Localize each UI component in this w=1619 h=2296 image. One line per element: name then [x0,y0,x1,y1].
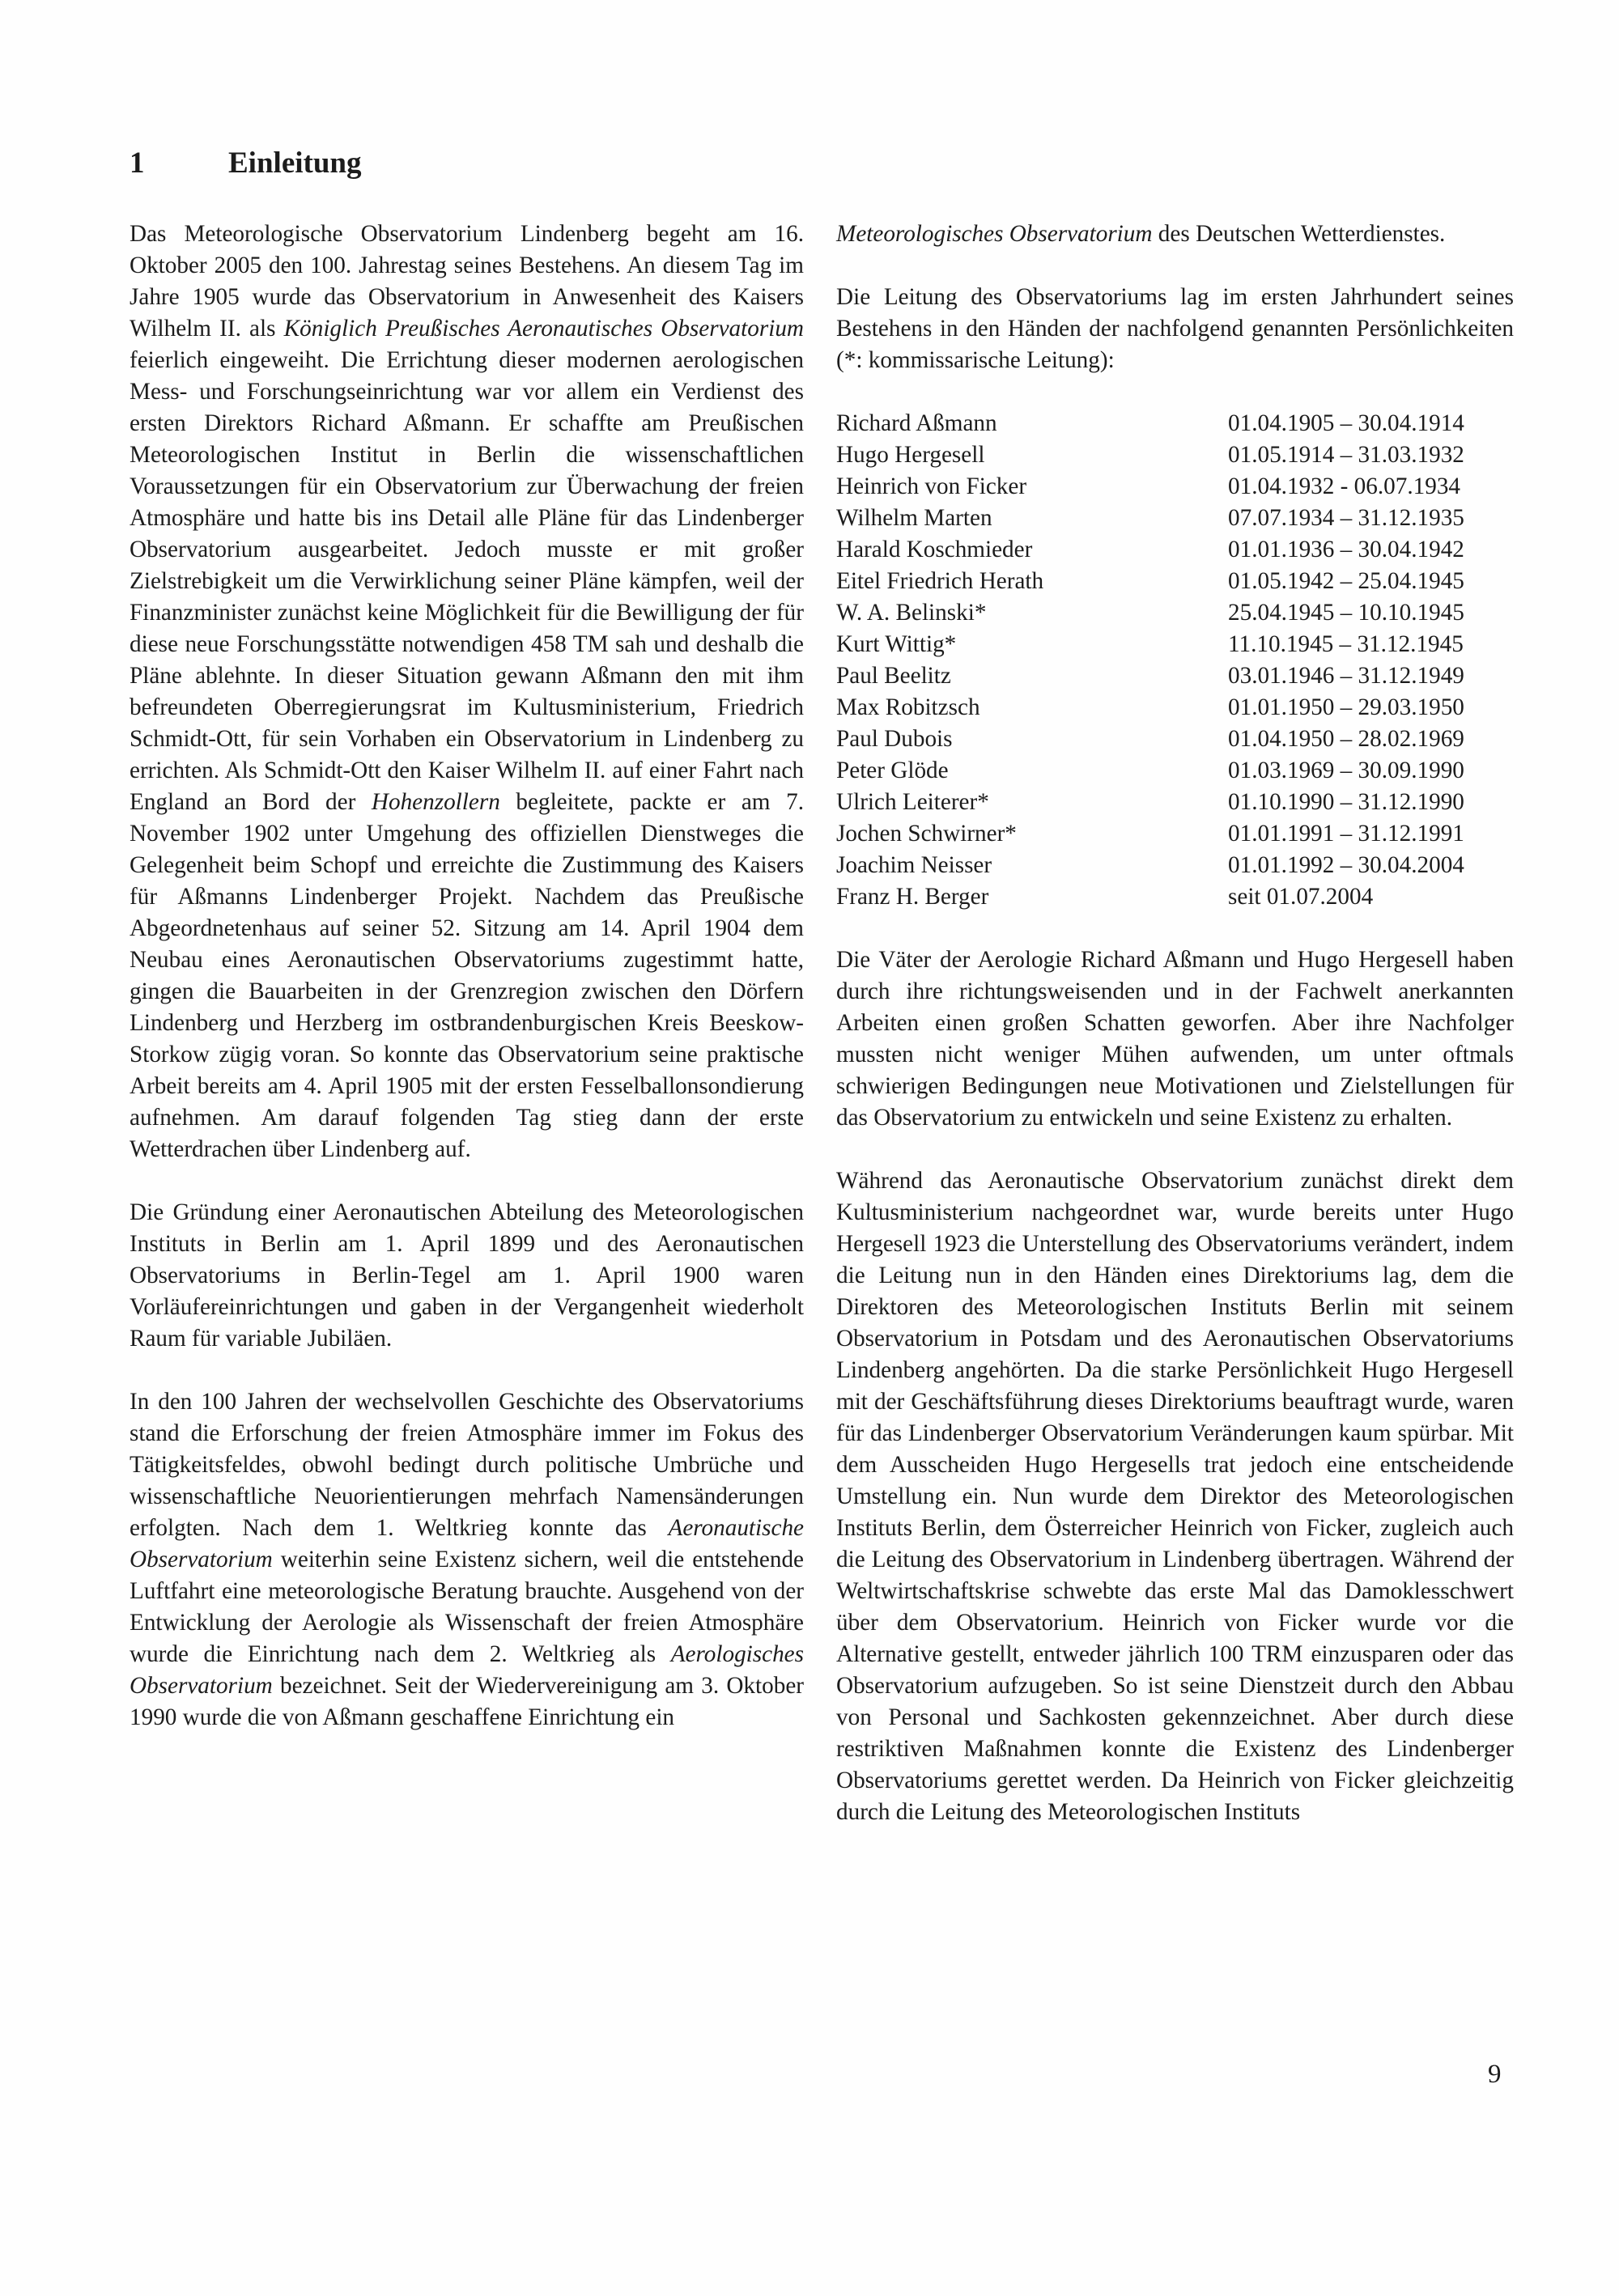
text-run: feierlich eingeweiht. Die Errichtung dieser modernen aerologischen Mess- und Forschungseinrichtung war vor allem ein Verdienst des ersten Direktors Richard Aßmann. Er schaffte am Preußischen Meteorologischen Institut in Berlin die wissenschaftlichen Voraussetzungen für ein Observatorium zur Überwachung der freien Atmosphäre und hatte bis ins Detail alle Pläne für das Lindenberger Observatorium ausgearbeitet. Jedoch musste er mit großer Zielstrebigkeit um die Verwirklichung seiner Pläne kämpfen, weil der Finanzminister zunächst keine Möglichkeit für die Bewilligung der für diese neue Forschungsstätte notwendigen 458 TM sah und deshalb die Pläne ablehnte. In dieser Situation gewann Aßmann den mit ihm befreundeten Oberregierungsrat im Kultusministerium, Friedrich Schmidt-Ott, für sein Vorhaben ein Observatorium in Lindenberg zu errichten. Als Schmidt-Ott den Kaiser Wilhelm II. auf einer Fahrt nach England an Bord der [130,347,804,815]
director-period: 01.05.1942 – 25.04.1945 [1228,568,1464,594]
director-period: 01.04.1932 - 06.07.1934 [1228,473,1461,499]
text-run: des Deutschen Wetterdienstes. [1152,221,1446,247]
left-column [130,219,804,1734]
italic-text: Königlich Preußisches Aeronautisches Observatorium [283,316,804,342]
text-run: Während das Aeronautische Observatorium zunächst direkt dem Kultusministerium nachgeordnet war, wurde bereits unter Hugo Hergesell 1923 die Unterstellung des Observatoriums verändert, indem die Leitung nun in den Händen eines Direktoriums lag, dem die Direktoren des Meteorologischen Instituts Berlin mit seinem Observatorium in Potsdam und des Aeronautischen Observatoriums Lindenberg angehörten. Da die starke Persönlichkeit Hugo Hergesell mit der Geschäftsführung dieses Direktoriums beauftragt wurde, waren für das Lindenberger Observatorium Veränderungen kaum spürbar. Mit dem Ausscheiden Hugo Hergesells trat jedoch eine entscheidende Umstellung ein. Nun wurde dem Direktor des Meteorologischen Instituts Berlin, dem Österreicher Heinrich von Ficker, zugleich auch die Leitung des Observatorium in Lindenberg übertragen. Während der Weltwirtschaftskrise schwebte das erste Mal das Damoklesschwert über dem Observatorium. Heinrich von Ficker wurde vor die Alternative gestellt, entweder jährlich 100 TRM einzusparen oder das Observatorium aufzugeben. So ist seine Dienstzeit durch den Abbau von Personal und Sachkosten gekennzeichnet. Aber durch diese restriktiven Maßnahmen konnte die Existenz des Lindenberger Observatoriums gerettet werden. Da Heinrich von Ficker gleichzeitig durch die Leitung des Meteorologischen Instituts [836,1168,1514,1825]
director-period: 07.07.1934 – 31.12.1935 [1228,505,1464,531]
text-run: Die Leitung des Observatoriums lag im ersten Jahrhundert seines Bestehens in den Händen der nachfolgend genannten Persönlichkeiten (*: kommissarische Leitung): [836,284,1514,373]
director-row [836,566,1514,597]
director-name: Franz H. Berger [836,884,989,910]
director-name: Ulrich Leiterer* [836,789,989,815]
director-name: Peter Glöde [836,758,949,783]
director-period: 01.01.1936 – 30.04.1942 [1228,537,1464,562]
director-name: Kurt Wittig* [836,631,957,657]
italic-text: Hohenzollern [371,789,500,815]
director-row [836,503,1514,534]
director-row [836,850,1514,881]
italic-text: Aerologisches Observatorium [130,1641,804,1699]
director-period: 01.01.1950 – 29.03.1950 [1228,694,1464,720]
director-row [836,692,1514,724]
director-name: Max Robitzsch [836,694,980,720]
director-period: 03.01.1946 – 31.12.1949 [1228,663,1464,689]
director-row [836,881,1514,913]
director-row [836,787,1514,818]
paragraph [836,1165,1514,1828]
text-run: Die Gründung einer Aeronautischen Abteilung des Meteorologischen Instituts in Berlin am 1. April 1899 und des Aeronautischen Observatoriums in Berlin-Tegel am 1. April 1900 waren Vorläufereinrichtungen und gaben in der Vergangenheit wiederholt Raum für variable Jubiläen. [130,1199,804,1352]
director-name: Paul Dubois [836,726,953,752]
italic-text: Meteorologisches Observatorium [836,221,1153,247]
text-run: In den 100 Jahren der wechselvollen Geschichte des Observatoriums stand die Erforschung der freien Atmosphäre immer im Fokus des Tätigkeitsfeldes, obwohl bedingt durch politische Umbrüche und wissenschaftliche Neuorientierungen mehrfach Namensänderungen erfolgten. Nach dem 1. Weltkrieg konnte das [130,1389,804,1541]
paragraph [130,1197,804,1355]
director-row [836,660,1514,692]
paragraph [130,219,804,1165]
section-title: Einleitung [228,146,362,180]
paragraph [836,219,1514,250]
director-name: Richard Aßmann [836,410,997,436]
director-period: 25.04.1945 – 10.10.1945 [1228,600,1464,626]
director-period: 01.01.1991 – 31.12.1991 [1228,821,1464,847]
director-name: Paul Beelitz [836,663,951,689]
page-number: 9 [1488,2060,1502,2089]
director-row [836,629,1514,660]
director-row [836,439,1514,471]
director-period: 01.04.1950 – 28.02.1969 [1228,726,1464,752]
director-row [836,818,1514,850]
director-period: 01.01.1992 – 30.04.2004 [1228,852,1464,878]
director-period: 11.10.1945 – 31.12.1945 [1228,631,1464,657]
director-name: Harald Koschmieder [836,537,1033,562]
director-row [836,724,1514,755]
director-period: 01.10.1990 – 31.12.1990 [1228,789,1464,815]
director-period: 01.04.1905 – 30.04.1914 [1228,410,1464,436]
director-row [836,597,1514,629]
text-run: bezeichnet. Seit der Wiedervereinigung am 3. Oktober 1990 wurde die von Aßmann geschaffene Einrichtung ein [130,1673,804,1730]
directors-table [836,408,1514,913]
director-row [836,408,1514,439]
directors-table-body [836,408,1514,913]
director-name: Eitel Friedrich Herath [836,568,1044,594]
director-name: Joachim Neisser [836,852,992,878]
italic-text: Aeronautische Observatorium [130,1515,804,1572]
director-name: Jochen Schwirner* [836,821,1017,847]
right-column [836,219,1514,1828]
text-run: Das Meteorologische Observatorium Lindenberg begeht am 16. Oktober 2005 den 100. Jahrestag seines Bestehens. An diesem Tag im Jahre 1905 wurde das Observatorium in Anwesenheit des Kaisers Wilhelm II. als [130,221,804,342]
director-period: 01.05.1914 – 31.03.1932 [1228,442,1464,468]
paragraph [836,944,1514,1134]
text-run: weiterhin seine Existenz sichern, weil die entstehende Luftfahrt eine meteorologische Beratung brauchte. Ausgehend von der Entwicklung der Aerologie als Wissenschaft der freien Atmosphäre wurde die Einrichtung nach dem 2. Weltkrieg als [130,1547,804,1667]
paragraph [836,282,1514,376]
director-period: 01.03.1969 – 30.09.1990 [1228,758,1464,783]
director-period: seit 01.07.2004 [1228,884,1374,910]
director-name: Wilhelm Marten [836,505,992,531]
director-row [836,755,1514,787]
section-heading [130,146,362,180]
paragraph [130,1386,804,1734]
director-row [836,471,1514,503]
section-number: 1 [130,146,145,180]
text-run: begleitete, packte er am 7. November 1902 unter Umgehung des offiziellen Dienstweges die Gelegenheit beim Schopf und erreichte die Zustimmung des Kaisers für Aßmanns Lindenberger Projekt. Nachdem das Preußische Abgeordnetenhaus auf seiner 52. Sitzung am 14. April 1904 dem Neubau eines Aeronautischen Observatoriums zugestimmt hatte, gingen die Bauarbeiten in der Grenzregion zwischen den Dörfern Lindenberg und Herzberg im ostbrandenburgischen Kreis Beeskow-Storkow zügig voran. So konnte das Observatorium seine praktische Arbeit bereits am 4. April 1905 mit der ersten Fesselballonsondierung aufnehmen. Am darauf folgenden Tag stieg dann der erste Wetterdrachen über Lindenberg auf. [130,789,804,1162]
director-row [836,534,1514,566]
director-name: Heinrich von Ficker [836,473,1027,499]
text-run: Die Väter der Aerologie Richard Aßmann und Hugo Hergesell haben durch ihre richtungsweisenden und in der Fachwelt anerkannten Arbeiten einen großen Schatten geworfen. Aber ihre Nachfolger mussten nicht weniger Mühen aufwenden, um unter oftmals schwierigen Bedingungen neue Motivationen und Zielstellungen für das Observatorium zu entwickeln und seine Existenz zu erhalten. [836,947,1514,1131]
director-name: Hugo Hergesell [836,442,985,468]
director-name: W. A. Belinski* [836,600,987,626]
